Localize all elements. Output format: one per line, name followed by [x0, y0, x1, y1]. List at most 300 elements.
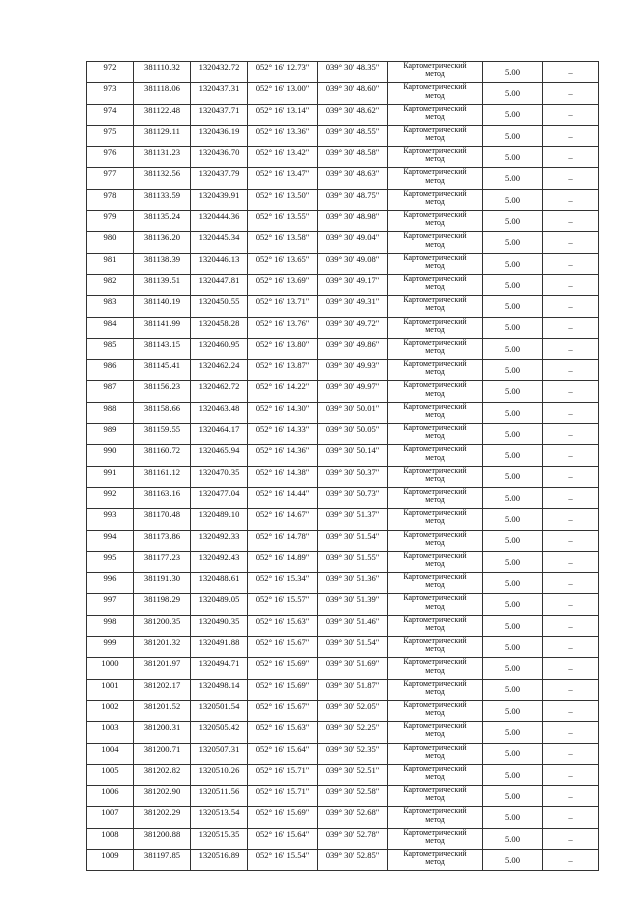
- point-number-cell: 1004: [87, 743, 134, 764]
- table-row: [87, 786, 599, 807]
- dash-cell: –: [543, 807, 599, 828]
- x-coordinate-cell: 381138.39: [134, 253, 191, 274]
- accuracy-cell: 5.00: [483, 338, 543, 359]
- method-cell: [388, 594, 483, 615]
- method-cell: [388, 849, 483, 870]
- method-line-2: метод: [425, 772, 445, 781]
- accuracy-cell: 5.00: [483, 637, 543, 658]
- y-coordinate-cell: 1320490.35: [191, 615, 248, 636]
- y-coordinate-cell: 1320489.05: [191, 594, 248, 615]
- y-coordinate-cell: 1320516.89: [191, 849, 248, 870]
- point-number-cell: 1002: [87, 700, 134, 721]
- latitude-cell: 052° 16' 15.71": [248, 764, 318, 785]
- accuracy-cell: 5.00: [483, 424, 543, 445]
- method-line-2: метод: [425, 282, 445, 292]
- method-line-1: Картометрический: [403, 231, 467, 241]
- method-line-2: метод: [425, 559, 445, 569]
- x-coordinate-cell: 381160.72: [134, 445, 191, 466]
- longitude-cell: 039° 30' 49.72": [318, 317, 388, 338]
- table-row: [87, 445, 599, 466]
- x-coordinate-cell: 381133.59: [134, 189, 191, 210]
- method-line-2: метод: [425, 537, 445, 547]
- accuracy-cell: 5.00: [483, 551, 543, 572]
- y-coordinate-cell: 1320505.42: [191, 722, 248, 743]
- table-row: [87, 551, 599, 572]
- accuracy-cell: 5.00: [483, 722, 543, 743]
- latitude-cell: 052° 16' 15.54": [248, 849, 318, 870]
- x-coordinate-cell: 381145.41: [134, 360, 191, 381]
- x-coordinate-cell: 381132.56: [134, 168, 191, 189]
- accuracy-cell: 5.00: [483, 786, 543, 807]
- longitude-cell: 039° 30' 52.78": [318, 828, 388, 849]
- latitude-cell: 052° 16' 15.69": [248, 807, 318, 828]
- y-coordinate-cell: 1320488.61: [191, 573, 248, 594]
- document-page: [86, 61, 598, 871]
- method-cell: [388, 62, 483, 83]
- point-number-cell: 986: [87, 360, 134, 381]
- accuracy-cell: 5.00: [483, 594, 543, 615]
- dash-cell: –: [543, 125, 599, 146]
- method-line-2: метод: [425, 857, 445, 867]
- method-cell: [388, 253, 483, 274]
- accuracy-cell: 5.00: [483, 62, 543, 83]
- method-line-2: метод: [425, 218, 445, 228]
- method-line-1: Картометрический: [403, 487, 467, 496]
- y-coordinate-cell: 1320501.54: [191, 700, 248, 721]
- accuracy-cell: 5.00: [483, 466, 543, 487]
- latitude-cell: 052° 16' 13.87": [248, 360, 318, 381]
- y-coordinate-cell: 1320462.24: [191, 360, 248, 381]
- dash-cell: –: [543, 530, 599, 551]
- y-coordinate-cell: 1320465.94: [191, 445, 248, 466]
- method-line-1: Картометрический: [403, 530, 467, 539]
- method-line-2: метод: [425, 686, 445, 696]
- latitude-cell: 052° 16' 15.63": [248, 615, 318, 636]
- y-coordinate-cell: 1320515.35: [191, 828, 248, 849]
- x-coordinate-cell: 381197.85: [134, 849, 191, 870]
- point-number-cell: 976: [87, 147, 134, 168]
- method-cell: [388, 658, 483, 679]
- table-row: [87, 849, 599, 870]
- method-line-1: Картометрический: [403, 700, 467, 709]
- point-number-cell: 1008: [87, 828, 134, 849]
- x-coordinate-cell: 381202.17: [134, 679, 191, 700]
- longitude-cell: 039° 30' 48.63": [318, 168, 388, 189]
- longitude-cell: 039° 30' 48.55": [318, 125, 388, 146]
- x-coordinate-cell: 381201.97: [134, 658, 191, 679]
- method-line-1: Картометрический: [403, 423, 467, 433]
- dash-cell: –: [543, 551, 599, 572]
- method-line-2: метод: [425, 111, 445, 121]
- longitude-cell: 039° 30' 49.04": [318, 232, 388, 253]
- point-number-cell: 987: [87, 381, 134, 402]
- latitude-cell: 052° 16' 13.80": [248, 338, 318, 359]
- dash-cell: –: [543, 445, 599, 466]
- x-coordinate-cell: 381202.29: [134, 807, 191, 828]
- y-coordinate-cell: 1320437.71: [191, 104, 248, 125]
- table-row: [87, 402, 599, 423]
- point-number-cell: 978: [87, 189, 134, 210]
- method-cell: [388, 125, 483, 146]
- x-coordinate-cell: 381140.19: [134, 296, 191, 317]
- method-line-2: метод: [425, 835, 445, 845]
- point-number-cell: 994: [87, 530, 134, 551]
- method-line-1: Картометрический: [403, 806, 467, 816]
- x-coordinate-cell: 381200.35: [134, 615, 191, 636]
- method-line-2: метод: [425, 793, 445, 803]
- x-coordinate-cell: 381110.32: [134, 62, 191, 83]
- table-row: [87, 296, 599, 317]
- dash-cell: –: [543, 424, 599, 445]
- method-cell: [388, 317, 483, 338]
- y-coordinate-cell: 1320436.70: [191, 147, 248, 168]
- accuracy-cell: 5.00: [483, 445, 543, 466]
- method-cell: [388, 83, 483, 104]
- accuracy-cell: 5.00: [483, 700, 543, 721]
- accuracy-cell: 5.00: [483, 849, 543, 870]
- method-cell: [388, 296, 483, 317]
- y-coordinate-cell: 1320492.43: [191, 551, 248, 572]
- dash-cell: –: [543, 849, 599, 870]
- method-line-1: Картометрический: [403, 636, 467, 646]
- x-coordinate-cell: 381202.82: [134, 764, 191, 785]
- latitude-cell: 052° 16' 13.14": [248, 104, 318, 125]
- method-line-2: метод: [425, 814, 445, 824]
- table-row: [87, 700, 599, 721]
- y-coordinate-cell: 1320439.91: [191, 189, 248, 210]
- method-line-1: Картометрический: [403, 317, 467, 326]
- table-row: [87, 807, 599, 828]
- x-coordinate-cell: 381156.23: [134, 381, 191, 402]
- method-line-2: метод: [425, 260, 445, 270]
- method-cell: [388, 402, 483, 423]
- point-number-cell: 999: [87, 637, 134, 658]
- dash-cell: –: [543, 828, 599, 849]
- method-line-2: метод: [425, 622, 445, 632]
- table-row: [87, 466, 599, 487]
- method-line-2: метод: [425, 90, 445, 100]
- table-row: [87, 487, 599, 508]
- table-row: [87, 274, 599, 295]
- longitude-cell: 039° 30' 49.31": [318, 296, 388, 317]
- latitude-cell: 052° 16' 13.65": [248, 253, 318, 274]
- method-line-1: Картометрический: [403, 508, 467, 518]
- table-row: [87, 658, 599, 679]
- method-line-2: метод: [425, 473, 445, 483]
- table-row: [87, 722, 599, 743]
- longitude-cell: 039° 30' 52.51": [318, 764, 388, 785]
- table-row: [87, 381, 599, 402]
- accuracy-cell: 5.00: [483, 487, 543, 508]
- longitude-cell: 039° 30' 50.05": [318, 424, 388, 445]
- y-coordinate-cell: 1320460.95: [191, 338, 248, 359]
- method-line-2: метод: [425, 367, 445, 377]
- point-number-cell: 1007: [87, 807, 134, 828]
- y-coordinate-cell: 1320444.36: [191, 211, 248, 232]
- longitude-cell: 039° 30' 50.37": [318, 466, 388, 487]
- method-cell: [388, 338, 483, 359]
- accuracy-cell: 5.00: [483, 104, 543, 125]
- longitude-cell: 039° 30' 52.68": [318, 807, 388, 828]
- longitude-cell: 039° 30' 50.14": [318, 445, 388, 466]
- y-coordinate-cell: 1320446.13: [191, 253, 248, 274]
- method-cell: [388, 530, 483, 551]
- point-number-cell: 992: [87, 487, 134, 508]
- method-line-2: метод: [425, 346, 445, 356]
- dash-cell: –: [543, 317, 599, 338]
- method-line-2: метод: [425, 452, 445, 462]
- method-line-2: метод: [425, 644, 445, 654]
- method-line-2: метод: [425, 388, 445, 398]
- method-line-1: Картометрический: [403, 380, 467, 390]
- method-cell: [388, 189, 483, 210]
- accuracy-cell: 5.00: [483, 83, 543, 104]
- table-row: [87, 168, 599, 189]
- table-row: [87, 147, 599, 168]
- latitude-cell: 052° 16' 14.22": [248, 381, 318, 402]
- method-line-2: метод: [425, 239, 445, 249]
- x-coordinate-cell: 381136.20: [134, 232, 191, 253]
- method-line-1: Картометрический: [403, 146, 467, 156]
- x-coordinate-cell: 381173.86: [134, 530, 191, 551]
- method-cell: [388, 211, 483, 232]
- y-coordinate-cell: 1320510.26: [191, 764, 248, 785]
- method-cell: [388, 147, 483, 168]
- point-number-cell: 973: [87, 83, 134, 104]
- table-row: [87, 679, 599, 700]
- latitude-cell: 052° 16' 13.00": [248, 83, 318, 104]
- longitude-cell: 039° 30' 48.58": [318, 147, 388, 168]
- point-number-cell: 977: [87, 168, 134, 189]
- method-line-1: Картометрический: [403, 189, 467, 198]
- point-number-cell: 990: [87, 445, 134, 466]
- point-number-cell: 1005: [87, 764, 134, 785]
- x-coordinate-cell: 381139.51: [134, 274, 191, 295]
- table-row: [87, 424, 599, 445]
- dash-cell: –: [543, 658, 599, 679]
- method-line-2: метод: [425, 303, 445, 313]
- method-line-2: метод: [425, 750, 445, 760]
- y-coordinate-cell: 1320462.72: [191, 381, 248, 402]
- longitude-cell: 039° 30' 49.97": [318, 381, 388, 402]
- latitude-cell: 052° 16' 14.78": [248, 530, 318, 551]
- method-cell: [388, 743, 483, 764]
- dash-cell: –: [543, 62, 599, 83]
- y-coordinate-cell: 1320498.14: [191, 679, 248, 700]
- method-cell: [388, 232, 483, 253]
- method-line-1: Картометрический: [403, 785, 467, 795]
- point-number-cell: 1009: [87, 849, 134, 870]
- latitude-cell: 052° 16' 13.76": [248, 317, 318, 338]
- latitude-cell: 052° 16' 15.34": [248, 573, 318, 594]
- x-coordinate-cell: 381122.48: [134, 104, 191, 125]
- method-cell: [388, 274, 483, 295]
- y-coordinate-cell: 1320445.34: [191, 232, 248, 253]
- dash-cell: –: [543, 168, 599, 189]
- table-row: [87, 232, 599, 253]
- table-row: [87, 594, 599, 615]
- point-number-cell: 996: [87, 573, 134, 594]
- latitude-cell: 052° 16' 15.64": [248, 743, 318, 764]
- longitude-cell: 039° 30' 51.46": [318, 615, 388, 636]
- x-coordinate-cell: 381177.23: [134, 551, 191, 572]
- latitude-cell: 052° 16' 14.36": [248, 445, 318, 466]
- y-coordinate-cell: 1320513.54: [191, 807, 248, 828]
- point-number-cell: 980: [87, 232, 134, 253]
- latitude-cell: 052° 16' 15.67": [248, 637, 318, 658]
- point-number-cell: 983: [87, 296, 134, 317]
- method-line-1: Картометрический: [403, 338, 467, 347]
- x-coordinate-cell: 381200.31: [134, 722, 191, 743]
- longitude-cell: 039° 30' 48.75": [318, 189, 388, 210]
- method-line-1: Картометрический: [403, 849, 467, 858]
- method-line-1: Картометрический: [403, 466, 467, 475]
- method-line-1: Картометрический: [403, 679, 467, 688]
- x-coordinate-cell: 381202.90: [134, 786, 191, 807]
- y-coordinate-cell: 1320450.55: [191, 296, 248, 317]
- latitude-cell: 052° 16' 13.69": [248, 274, 318, 295]
- dash-cell: –: [543, 615, 599, 636]
- method-cell: [388, 381, 483, 402]
- method-line-2: метод: [425, 154, 445, 164]
- y-coordinate-cell: 1320437.79: [191, 168, 248, 189]
- longitude-cell: 039° 30' 51.55": [318, 551, 388, 572]
- point-number-cell: 984: [87, 317, 134, 338]
- accuracy-cell: 5.00: [483, 743, 543, 764]
- method-cell: [388, 807, 483, 828]
- table-row: [87, 637, 599, 658]
- accuracy-cell: 5.00: [483, 764, 543, 785]
- point-number-cell: 974: [87, 104, 134, 125]
- method-line-2: метод: [425, 324, 445, 334]
- dash-cell: –: [543, 232, 599, 253]
- method-cell: [388, 104, 483, 125]
- method-line-1: Картометрический: [403, 125, 467, 134]
- latitude-cell: 052° 16' 15.67": [248, 700, 318, 721]
- method-cell: [388, 551, 483, 572]
- dash-cell: –: [543, 637, 599, 658]
- longitude-cell: 039° 30' 50.01": [318, 402, 388, 423]
- x-coordinate-cell: 381161.12: [134, 466, 191, 487]
- method-line-1: Картометрический: [403, 615, 467, 624]
- table-row: [87, 615, 599, 636]
- longitude-cell: 039° 30' 48.62": [318, 104, 388, 125]
- dash-cell: –: [543, 487, 599, 508]
- dash-cell: –: [543, 573, 599, 594]
- dash-cell: –: [543, 253, 599, 274]
- accuracy-cell: 5.00: [483, 168, 543, 189]
- table-row: [87, 211, 599, 232]
- latitude-cell: 052° 16' 13.71": [248, 296, 318, 317]
- accuracy-cell: 5.00: [483, 189, 543, 210]
- latitude-cell: 052° 16' 14.38": [248, 466, 318, 487]
- method-line-1: Картометрический: [403, 551, 467, 560]
- y-coordinate-cell: 1320436.19: [191, 125, 248, 146]
- x-coordinate-cell: 381135.24: [134, 211, 191, 232]
- x-coordinate-cell: 381200.88: [134, 828, 191, 849]
- x-coordinate-cell: 381159.55: [134, 424, 191, 445]
- y-coordinate-cell: 1320494.71: [191, 658, 248, 679]
- latitude-cell: 052° 16' 14.30": [248, 402, 318, 423]
- longitude-cell: 039° 30' 48.35": [318, 62, 388, 83]
- latitude-cell: 052° 16' 13.47": [248, 168, 318, 189]
- point-number-cell: 1003: [87, 722, 134, 743]
- y-coordinate-cell: 1320458.28: [191, 317, 248, 338]
- dash-cell: –: [543, 402, 599, 423]
- longitude-cell: 039° 30' 51.69": [318, 658, 388, 679]
- table-row: [87, 573, 599, 594]
- dash-cell: –: [543, 104, 599, 125]
- y-coordinate-cell: 1320477.04: [191, 487, 248, 508]
- method-cell: [388, 637, 483, 658]
- method-line-1: Картометрический: [403, 104, 467, 113]
- dash-cell: –: [543, 83, 599, 104]
- method-line-2: метод: [425, 665, 445, 675]
- method-line-1: Картометрический: [403, 764, 467, 773]
- method-cell: [388, 466, 483, 487]
- dash-cell: –: [543, 722, 599, 743]
- dash-cell: –: [543, 743, 599, 764]
- table-row: [87, 253, 599, 274]
- longitude-cell: 039° 30' 51.87": [318, 679, 388, 700]
- accuracy-cell: 5.00: [483, 828, 543, 849]
- method-line-2: метод: [425, 69, 445, 79]
- x-coordinate-cell: 381129.11: [134, 125, 191, 146]
- accuracy-cell: 5.00: [483, 402, 543, 423]
- method-cell: [388, 487, 483, 508]
- method-line-1: Картометрический: [403, 828, 467, 837]
- accuracy-cell: 5.00: [483, 211, 543, 232]
- method-cell: [388, 786, 483, 807]
- x-coordinate-cell: 381158.66: [134, 402, 191, 423]
- table-row: [87, 62, 599, 83]
- point-number-cell: 981: [87, 253, 134, 274]
- method-line-1: Картометрический: [403, 210, 467, 220]
- y-coordinate-cell: 1320470.35: [191, 466, 248, 487]
- dash-cell: –: [543, 296, 599, 317]
- accuracy-cell: 5.00: [483, 253, 543, 274]
- y-coordinate-cell: 1320464.17: [191, 424, 248, 445]
- point-number-cell: 989: [87, 424, 134, 445]
- latitude-cell: 052° 16' 15.71": [248, 786, 318, 807]
- latitude-cell: 052° 16' 14.33": [248, 424, 318, 445]
- x-coordinate-cell: 381198.29: [134, 594, 191, 615]
- method-line-1: Картометрический: [403, 295, 467, 305]
- longitude-cell: 039° 30' 51.39": [318, 594, 388, 615]
- longitude-cell: 039° 30' 51.54": [318, 530, 388, 551]
- accuracy-cell: 5.00: [483, 147, 543, 168]
- point-number-cell: 991: [87, 466, 134, 487]
- dash-cell: –: [543, 466, 599, 487]
- longitude-cell: 039° 30' 49.86": [318, 338, 388, 359]
- dash-cell: –: [543, 700, 599, 721]
- point-number-cell: 988: [87, 402, 134, 423]
- longitude-cell: 039° 30' 52.85": [318, 849, 388, 870]
- table-row: [87, 764, 599, 785]
- latitude-cell: 052° 16' 14.89": [248, 551, 318, 572]
- y-coordinate-cell: 1320489.10: [191, 509, 248, 530]
- point-number-cell: 1000: [87, 658, 134, 679]
- x-coordinate-cell: 381143.15: [134, 338, 191, 359]
- dash-cell: –: [543, 211, 599, 232]
- x-coordinate-cell: 381200.71: [134, 743, 191, 764]
- table-row: [87, 509, 599, 530]
- dash-cell: –: [543, 594, 599, 615]
- method-cell: [388, 424, 483, 445]
- latitude-cell: 052° 16' 15.64": [248, 828, 318, 849]
- latitude-cell: 052° 16' 14.44": [248, 487, 318, 508]
- point-number-cell: 998: [87, 615, 134, 636]
